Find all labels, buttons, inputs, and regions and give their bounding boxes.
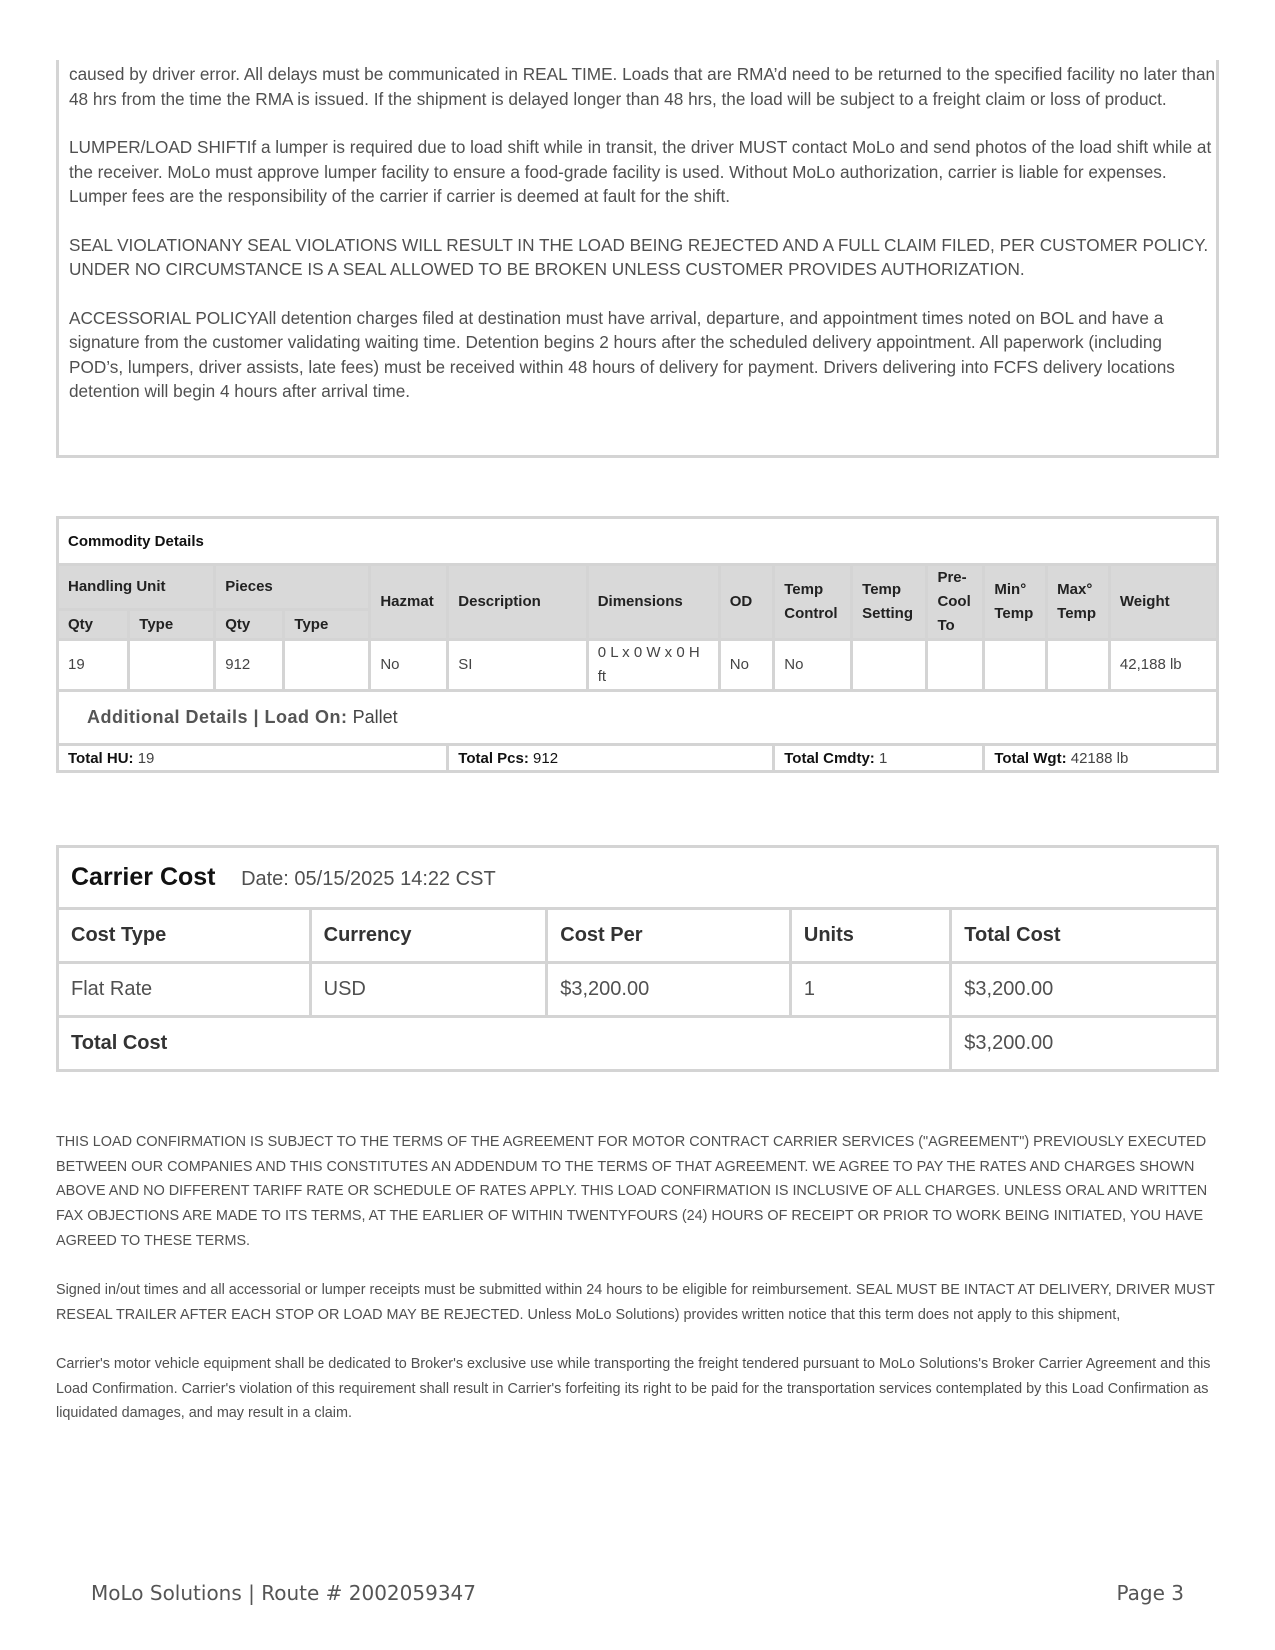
header-hu-type: Type <box>129 610 215 640</box>
cell-hazmat: No <box>370 640 448 691</box>
header-temp-control: Temp Control <box>774 565 852 640</box>
footer-page-number: Page 3 <box>1116 1581 1184 1605</box>
total-wgt-value: 42188 lb <box>1070 749 1129 767</box>
cell-pcs-type <box>284 640 370 691</box>
terms-accessorial-paragraph: ACCESSORIAL POLICYAll detention charges filed at destination must have arrival, departure, and appointment times noted on BOL and have a signature from the customer validating waiting time. Detention begins 2 hours after the scheduled delivery appointment. All paperwork (including POD’s, lumpers, driver assists, late fees) must be received within 48 hours of delivery for payment. Drivers delivering into FCFS delivery locations detention will begin 4 hours after arrival time. <box>69 307 1175 401</box>
cell-od: No <box>719 640 774 691</box>
header-pcs-type: Type <box>284 610 370 640</box>
header-pieces: Pieces <box>215 565 370 610</box>
total-hu <box>58 745 448 772</box>
header-cost-per: Cost Per <box>547 909 791 963</box>
commodity-table <box>56 516 1219 773</box>
header-od: OD <box>719 565 774 640</box>
total-cmdty-label: Total Cmdty: <box>784 749 875 767</box>
cell-cost-type: Flat Rate <box>58 963 311 1017</box>
total-hu-value: 19 <box>137 749 155 767</box>
carrier-cost-title: Carrier Cost <box>71 863 216 891</box>
total-cost-label: Total Cost <box>58 1017 951 1071</box>
total-wgt <box>984 745 1218 772</box>
commodity-title: Commodity Details <box>58 518 1218 565</box>
header-pcs-qty: Qty <box>215 610 284 640</box>
carrier-cost-header <box>58 847 1218 909</box>
legal-agreement-paragraph: THIS LOAD CONFIRMATION IS SUBJECT TO THE TERMS OF THE AGREEMENT FOR MOTOR CONTRACT CARRIER SERVICES ("AGREEMENT") PREVIOUSLY EXECUTED BETWEEN OUR COMPANIES AND THIS CONSTITUTES AN ADDENDUM TO THE TERMS OF THAT AGREEMENT. WE AGREE TO PAY THE RATES AND CHARGES SHOWN ABOVE AND NO DIFFERENT TARIFF RATE OR SCHEDULE OF RATES APPLY. THIS LOAD CONFIRMATION IS INCLUSIVE OF ALL CHARGES. UNLESS ORAL AND WRITTEN FAX OBJECTIONS ARE MADE TO ITS TERMS, AT THE EARLIER OF WITHIN TWENTYFOURS (24) HOURS OF RECEIPT OR PRIOR TO WORK BEING INITIATED, YOU HAVE AGREED TO THESE TERMS. <box>56 1134 1208 1249</box>
cell-temp-control: No <box>774 640 852 691</box>
header-max-temp: Max° Temp <box>1047 565 1110 640</box>
cell-units: 1 <box>790 963 950 1017</box>
cell-currency: USD <box>310 963 547 1017</box>
total-cmdty <box>774 745 984 772</box>
table-row <box>58 640 1218 691</box>
cell-hu-type <box>129 640 215 691</box>
terms-section <box>56 60 1219 458</box>
header-temp-setting: Temp Setting <box>852 565 927 640</box>
cell-description: SI <box>448 640 587 691</box>
cell-cost-per: $3,200.00 <box>547 963 791 1017</box>
terms-delay-paragraph: caused by driver error. All delays must be communicated in REAL TIME. Loads that are RMA’d need to be returned to the specified facility no later than 48 hrs from the time the RMA is issued. If the shipment is delayed longer than 48 hrs, the load will be subject to a freight claim or loss of product. <box>69 64 1216 109</box>
cell-max-temp <box>1047 640 1110 691</box>
cell-min-temp <box>984 640 1047 691</box>
header-dimensions: Dimensions <box>587 565 719 640</box>
cell-dimensions: 0 L x 0 W x 0 H ft <box>587 640 719 691</box>
cell-total-cost: $3,200.00 <box>951 963 1218 1017</box>
additional-details <box>58 691 1218 745</box>
cell-precool <box>927 640 984 691</box>
header-description: Description <box>448 565 587 640</box>
total-wgt-label: Total Wgt: <box>994 749 1067 767</box>
legal-terms <box>56 1130 1221 1451</box>
header-currency: Currency <box>310 909 547 963</box>
cell-pcs-qty: 912 <box>215 640 284 691</box>
total-pcs <box>448 745 774 772</box>
legal-receipts-paragraph: Signed in/out times and all accessorial or lumper receipts must be submitted within 24 hours to be eligible for reimbursement. SEAL MUST BE INTACT AT DELIVERY, DRIVER MUST RESEAL TRAILER AFTER EACH STOP OR LOAD MAY BE REJECTED. Unless MoLo Solutions) provides written notice that this term does not apply to this shipment, <box>56 1282 1215 1323</box>
cell-hu-qty: 19 <box>58 640 129 691</box>
cell-temp-setting <box>852 640 927 691</box>
carrier-cost-table <box>56 845 1219 1072</box>
header-units: Units <box>790 909 950 963</box>
header-precool: Pre-Cool To <box>927 565 984 640</box>
terms-lumper-paragraph: LUMPER/LOAD SHIFTIf a lumper is required due to load shift while in transit, the driver MUST contact MoLo and send photos of the load shift while at the receiver. MoLo must approve lumper facility to ensure a food-grade facility is used. Without MoLo authorization, carrier is liable for expenses. Lumper fees are the responsibility of the carrier if carrier is deemed at fault for the shift. <box>69 137 1212 206</box>
total-pcs-value: 912 <box>533 749 559 767</box>
legal-equipment-paragraph: Carrier's motor vehicle equipment shall be dedicated to Broker's exclusive use while transporting the freight tendered pursuant to MoLo Solutions's Broker Carrier Agreement and this Load Confirmation. Carrier's violation of this requirement shall result in Carrier's forfeiting its right to be paid for the transportation services contemplated by this Load Confirmation as liquidated damages, and may result in a claim. <box>56 1355 1211 1422</box>
additional-details-label: Additional Details | Load On: <box>87 707 348 727</box>
header-min-temp: Min° Temp <box>984 565 1047 640</box>
total-pcs-label: Total Pcs: <box>458 749 529 767</box>
header-total-cost: Total Cost <box>951 909 1218 963</box>
carrier-cost-date: Date: 05/15/2025 14:22 CST <box>241 868 496 890</box>
table-row <box>58 963 1218 1017</box>
footer-route: MoLo Solutions | Route # 2002059347 <box>91 1581 476 1605</box>
header-handling-unit: Handling Unit <box>58 565 215 610</box>
header-weight: Weight <box>1109 565 1217 640</box>
totals-row <box>58 745 1218 772</box>
header-hu-qty: Qty <box>58 610 129 640</box>
header-hazmat: Hazmat <box>370 565 448 640</box>
header-cost-type: Cost Type <box>58 909 311 963</box>
total-hu-label: Total HU: <box>68 749 134 767</box>
total-cost-value: $3,200.00 <box>951 1017 1218 1071</box>
total-cmdty-value: 1 <box>878 749 888 767</box>
cell-weight: 42,188 lb <box>1109 640 1217 691</box>
load-on-value: Pallet <box>352 707 398 727</box>
terms-seal-paragraph: SEAL VIOLATIONANY SEAL VIOLATIONS WILL RESULT IN THE LOAD BEING REJECTED AND A FULL CLAIM FILED, PER CUSTOMER POLICY. UNDER NO CIRCUMSTANCE IS A SEAL ALLOWED TO BE BROKEN UNLESS CUSTOMER PROVIDES AUTHORIZATION. <box>69 234 1209 279</box>
